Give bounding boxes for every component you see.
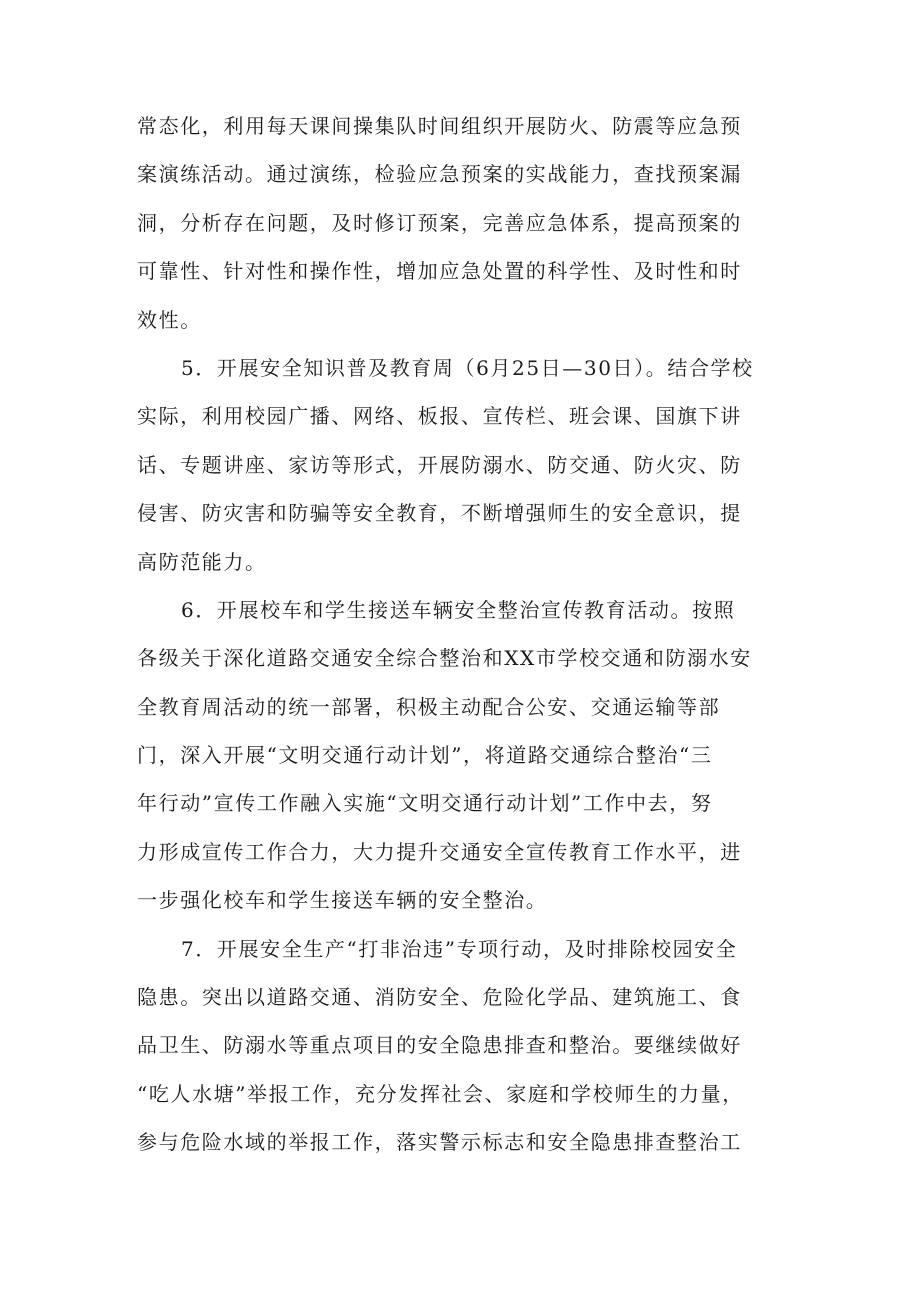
text-line: 各级关于深化道路交通安全综合整治和XX市学校交通和防溺水安 xyxy=(137,646,752,671)
text-line: 高防范能力。 xyxy=(137,549,267,574)
text-line: 侵害、防灾害和防骗等安全教育，不断增强师生的安全意识，提 xyxy=(137,501,742,526)
text-line: 品卫生、防溺水等重点项目的安全隐患排查和整治。要继续做好 xyxy=(137,1033,742,1058)
text-line: 力形成宣传工作合力，大力提升交通安全宣传教育工作水平，进 xyxy=(137,839,742,864)
text-line: “吃人水塘”举报工作，充分发挥社会、家庭和学校师生的力量， xyxy=(137,1081,744,1106)
text-line: 年行动”宣传工作融入实施“文明交通行动计划”工作中去，努 xyxy=(137,791,713,816)
text-line: 隐患。突出以道路交通、消防安全、危险化学品、建筑施工、食 xyxy=(137,985,742,1010)
text-line: 实际，利用校园广播、网络、板报、宣传栏、班会课、国旗下讲 xyxy=(137,404,742,429)
text-line: 可靠性、针对性和操作性，增加应急处置的科学性、及时性和时 xyxy=(137,259,742,284)
text-line: 洞，分析存在问题，及时修订预案，完善应急体系，提高预案的 xyxy=(137,210,742,235)
text-line: 话、专题讲座、家访等形式，开展防溺水、防交通、防火灾、防 xyxy=(137,452,742,477)
text-line: 门，深入开展“文明交通行动计划”，将道路交通综合整治“三 xyxy=(137,743,713,768)
paragraph-5-first-line: 5．开展安全知识普及教育周（6月25日—30日）。结合学校 xyxy=(181,355,754,380)
document-page xyxy=(137,102,797,1167)
text-line: 全教育周活动的统一部署，积极主动配合公安、交通运输等部 xyxy=(137,694,721,719)
text-line: 常态化，利用每天课间操集队时间组织开展防火、防震等应急预 xyxy=(137,114,742,138)
text-line: 一步强化校车和学生接送车辆的安全整治。 xyxy=(137,888,548,913)
text-line: 参与危险水域的举报工作，落实警示标志和安全隐患排查整治工 xyxy=(137,1130,742,1155)
paragraph-7-first-line: 7．开展安全生产“打非治违”专项行动，及时排除校园安全 xyxy=(181,936,738,961)
text-line: 案演练活动。通过演练，检验应急预案的实战能力，查找预案漏 xyxy=(137,162,742,187)
text-line: 效性。 xyxy=(137,307,202,332)
paragraph-6-first-line: 6．开展校车和学生接送车辆安全整治宣传教育活动。按照 xyxy=(181,597,736,622)
